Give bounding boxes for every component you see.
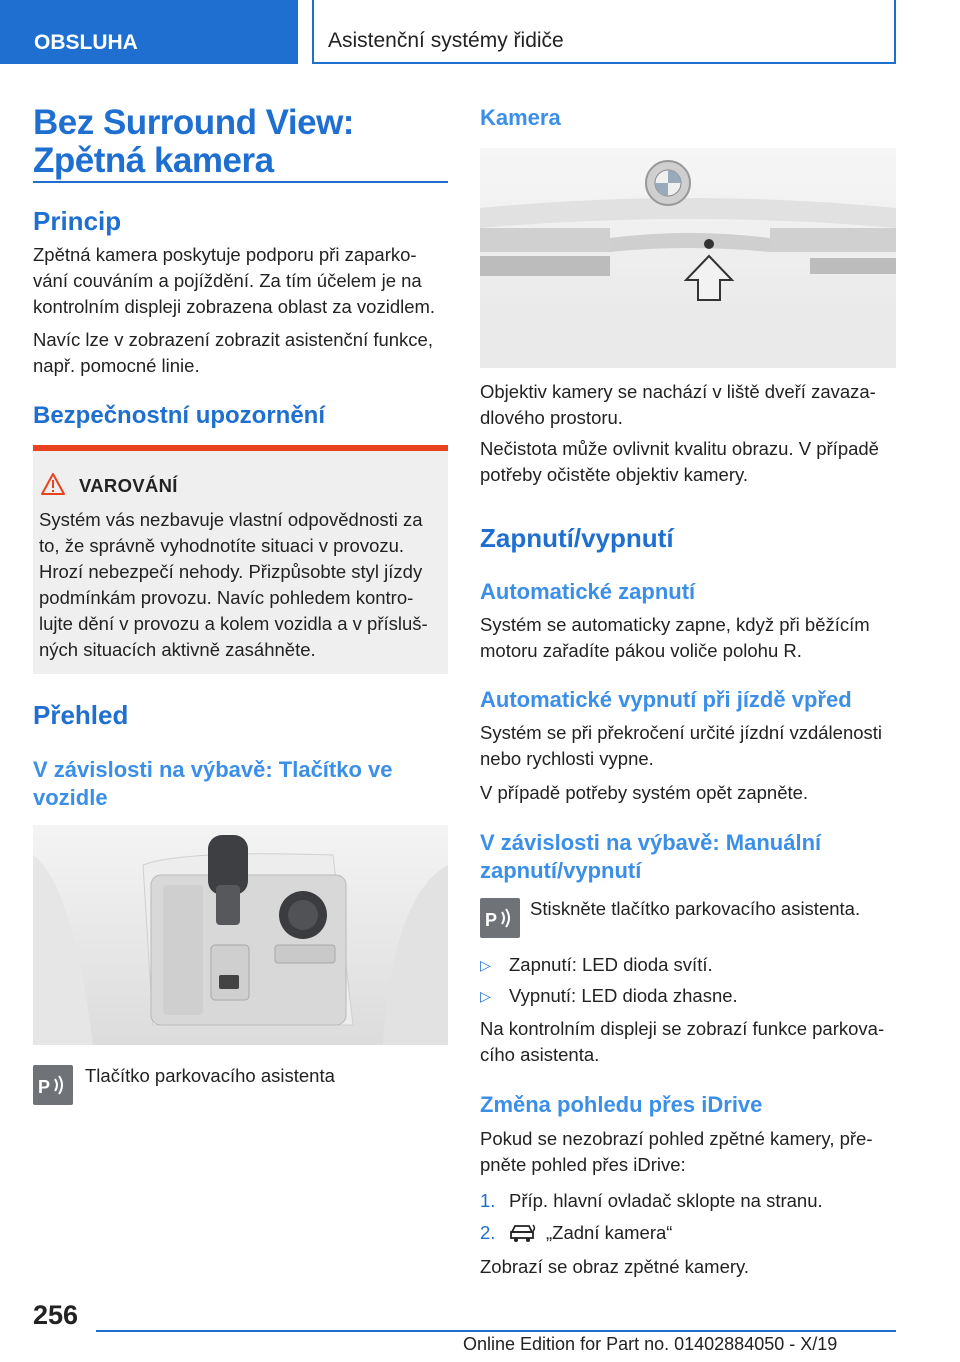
heading-manual: V závislosti na výbavě: Manuální zapnutí/vypnutí [480, 830, 822, 883]
page-title: Bez Surround View: Zpětná kamera [33, 103, 354, 180]
idrive-text: Pokud se nezobrazí pohled zpětné kamery, pře-pněte pohled přes iDrive: [480, 1128, 873, 1175]
bullet-text: Vypnutí: LED dioda zhasne. [509, 985, 738, 1006]
heading-onoff: Zapnutí/vypnutí [480, 523, 674, 553]
warning-triangle-icon [41, 473, 65, 495]
footer-edition: Online Edition for Part no. 01402884050 - X/19 [463, 1334, 838, 1354]
chapter-title: Asistenční systémy řidiče [312, 0, 896, 64]
principle-text-2: Navíc lze v zobrazení zobrazit asistenční funkce, např. pomocné linie. [33, 329, 433, 376]
warning-text: Systém vás nezbavuje vlastní odpovědnosti za to, že správně vyhodnotíte situaci v provozu. Hrozí nebezpečí nehody. Přizpůsobte styl jízdy podmínkám provozu. Navíc pohledem kontro-lujte dění v provozu a kolem vozidla a v přísluš-ných situacích aktivně zasáhněte. [39, 509, 428, 660]
heading-idrive: Změna pohledu přes iDrive [480, 1092, 763, 1117]
step-text: Příp. hlavní ovladač sklopte na stranu. [509, 1190, 823, 1211]
svg-text:P: P [485, 910, 498, 930]
triangle-bullet-icon: ▷ [480, 988, 491, 1004]
step-number: 2. [480, 1222, 496, 1243]
heading-principle: Princip [33, 206, 122, 236]
button-caption: Tlačítko parkovacího asistenta [85, 1065, 335, 1086]
manual-text: Stiskněte tlačítko parkovacího asistenta. [530, 898, 861, 919]
heading-overview: Přehled [33, 700, 129, 730]
triangle-bullet-icon: ▷ [480, 957, 491, 973]
idrive-result: Zobrazí se obraz zpětné kamery. [480, 1256, 750, 1277]
after-bullets-text: Na kontrolním displeji se zobrazí funkce parkova-cího asistenta. [480, 1018, 885, 1065]
park-assist-button-icon-2 [480, 898, 520, 938]
camera-text-2: Nečistota může ovlivnit kvalitu obrazu. V případě potřeby očistěte objektiv kamery. [480, 438, 879, 485]
footer-rule [96, 1330, 896, 1332]
warning-title: VAROVÁNÍ [79, 475, 178, 496]
heading-safety: Bezpečnostní upozornění [33, 402, 326, 429]
title-rule [33, 181, 448, 183]
subheading-button: V závislosti na výbavě: Tlačítko ve vozidle [33, 757, 393, 810]
heading-camera: Kamera [480, 105, 561, 130]
camera-text-1: Objektiv kamery se nachází v liště dveří zavaza-dlového prostoru. [480, 381, 876, 428]
step-number: 1. [480, 1190, 496, 1211]
section-tab: OBSLUHA [0, 0, 298, 64]
camera-location-image [480, 148, 896, 368]
heading-auto-on: Automatické zapnutí [480, 579, 696, 604]
page-number: 256 [33, 1300, 79, 1330]
heading-auto-off: Automatické vypnutí při jízdě vpřed [480, 687, 852, 712]
step-text: „Zadní kamera“ [546, 1222, 673, 1243]
auto-on-text: Systém se automaticky zapne, když při běžícím motoru zařadíte pákou voliče polohu R. [480, 614, 870, 661]
park-assist-button-icon [33, 1065, 73, 1105]
bullet-text: Zapnutí: LED dioda svítí. [509, 954, 713, 975]
auto-off-text-2: V případě potřeby systém opět zapněte. [480, 782, 809, 803]
console-image [33, 825, 448, 1045]
svg-text:P: P [38, 1077, 51, 1097]
warning-box [33, 445, 448, 674]
principle-text-1: Zpětná kamera poskytuje podporu při zaparko-vání couváním a pojíždění. Za tím účelem je na kontrolním displeji zobrazena oblast za vozidlem. [33, 244, 436, 317]
auto-off-text: Systém se při překročení určité jízdní vzdálenosti nebo rychlosti vypne. [480, 722, 883, 769]
rear-camera-icon [509, 1222, 537, 1244]
